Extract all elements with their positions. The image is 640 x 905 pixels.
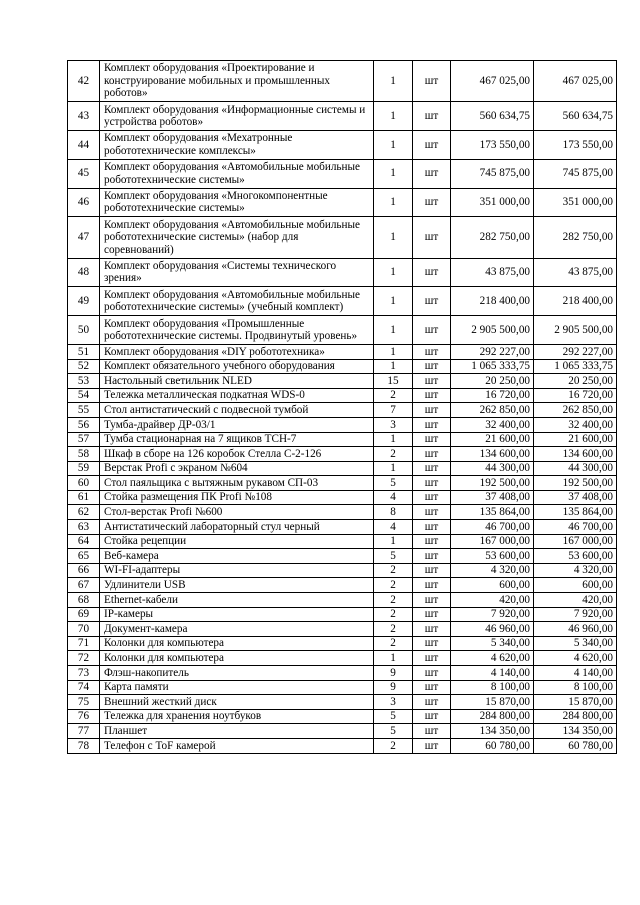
item-total: 5 340,00 (534, 636, 617, 651)
item-total: 135 864,00 (534, 505, 617, 520)
row-number: 78 (68, 738, 100, 753)
item-total: 2 905 500,00 (534, 316, 617, 345)
item-name: Комплект оборудования «Информационные системы и устройства роботов» (100, 102, 374, 131)
row-number: 45 (68, 159, 100, 188)
item-unit: шт (413, 695, 451, 710)
row-number: 62 (68, 505, 100, 520)
item-total: 467 025,00 (534, 61, 617, 102)
item-total: 60 780,00 (534, 738, 617, 753)
row-number: 71 (68, 636, 100, 651)
item-unit: шт (413, 593, 451, 608)
table-row (68, 159, 617, 188)
item-quantity: 15 (374, 374, 413, 389)
item-unit: шт (413, 680, 451, 695)
row-number: 74 (68, 680, 100, 695)
item-unit-price: 20 250,00 (451, 374, 534, 389)
row-number: 47 (68, 217, 100, 258)
item-total: 262 850,00 (534, 403, 617, 418)
item-total: 560 634,75 (534, 102, 617, 131)
row-number: 77 (68, 724, 100, 739)
item-quantity: 1 (374, 316, 413, 345)
item-total: 173 550,00 (534, 130, 617, 159)
item-quantity: 2 (374, 388, 413, 403)
item-quantity: 2 (374, 607, 413, 622)
item-unit-price: 37 408,00 (451, 490, 534, 505)
item-total: 600,00 (534, 578, 617, 593)
item-quantity: 1 (374, 534, 413, 549)
item-name: WI-FI-адаптеры (100, 563, 374, 578)
item-name: Антистатический лабораторный стул черный (100, 520, 374, 535)
table-row (68, 622, 617, 637)
item-quantity: 5 (374, 549, 413, 564)
item-quantity: 9 (374, 666, 413, 681)
item-name: Стол антистатический с подвесной тумбой (100, 403, 374, 418)
item-unit-price: 218 400,00 (451, 287, 534, 316)
item-total: 420,00 (534, 593, 617, 608)
item-total: 745 875,00 (534, 159, 617, 188)
item-unit-price: 60 780,00 (451, 738, 534, 753)
item-unit-price: 134 600,00 (451, 447, 534, 462)
item-total: 44 300,00 (534, 461, 617, 476)
item-unit-price: 600,00 (451, 578, 534, 593)
item-quantity: 1 (374, 287, 413, 316)
item-name: Веб-камера (100, 549, 374, 564)
item-unit-price: 4 620,00 (451, 651, 534, 666)
item-unit-price: 282 750,00 (451, 217, 534, 258)
item-unit-price: 1 065 333,75 (451, 359, 534, 374)
item-name: Флэш-накопитель (100, 666, 374, 681)
item-quantity: 5 (374, 724, 413, 739)
item-unit: шт (413, 476, 451, 491)
item-unit: шт (413, 217, 451, 258)
item-unit-price: 7 920,00 (451, 607, 534, 622)
item-quantity: 2 (374, 563, 413, 578)
item-unit: шт (413, 636, 451, 651)
row-number: 68 (68, 593, 100, 608)
row-number: 65 (68, 549, 100, 564)
item-unit-price: 284 800,00 (451, 709, 534, 724)
item-unit: шт (413, 666, 451, 681)
item-unit: шт (413, 607, 451, 622)
item-unit-price: 351 000,00 (451, 188, 534, 217)
row-number: 64 (68, 534, 100, 549)
item-unit-price: 4 320,00 (451, 563, 534, 578)
item-quantity: 1 (374, 102, 413, 131)
row-number: 69 (68, 607, 100, 622)
table-row (68, 188, 617, 217)
item-total: 32 400,00 (534, 417, 617, 432)
table-row (68, 680, 617, 695)
item-unit: шт (413, 447, 451, 462)
item-total: 4 320,00 (534, 563, 617, 578)
row-number: 50 (68, 316, 100, 345)
item-unit-price: 135 864,00 (451, 505, 534, 520)
item-quantity: 1 (374, 344, 413, 359)
item-quantity: 1 (374, 188, 413, 217)
table-row (68, 287, 617, 316)
item-total: 7 920,00 (534, 607, 617, 622)
item-unit-price: 167 000,00 (451, 534, 534, 549)
item-quantity: 2 (374, 738, 413, 753)
item-name: Тумба стационарная на 7 ящиков ТСН-7 (100, 432, 374, 447)
item-name: Тумба-драйвер ДР-03/1 (100, 417, 374, 432)
item-total: 192 500,00 (534, 476, 617, 491)
item-name: Комплект оборудования «Промышленные робототехнические системы. Продвинутый уровень» (100, 316, 374, 345)
item-quantity: 4 (374, 490, 413, 505)
item-unit: шт (413, 578, 451, 593)
item-name: Комплект оборудования «Проектирование и конструирование мобильных и промышленных роботов» (100, 61, 374, 102)
row-number: 53 (68, 374, 100, 389)
item-total: 284 800,00 (534, 709, 617, 724)
item-unit-price: 745 875,00 (451, 159, 534, 188)
item-quantity: 2 (374, 636, 413, 651)
row-number: 42 (68, 61, 100, 102)
item-total: 167 000,00 (534, 534, 617, 549)
equipment-table (67, 60, 617, 754)
item-total: 282 750,00 (534, 217, 617, 258)
item-total: 134 350,00 (534, 724, 617, 739)
item-name: Стойка размещения ПК Profi №108 (100, 490, 374, 505)
table-row (68, 258, 617, 287)
table-row (68, 549, 617, 564)
item-total: 21 600,00 (534, 432, 617, 447)
item-unit-price: 560 634,75 (451, 102, 534, 131)
item-total: 218 400,00 (534, 287, 617, 316)
item-quantity: 1 (374, 159, 413, 188)
table-row (68, 476, 617, 491)
item-name: Удлинители USB (100, 578, 374, 593)
item-unit-price: 134 350,00 (451, 724, 534, 739)
item-unit: шт (413, 534, 451, 549)
item-unit-price: 16 720,00 (451, 388, 534, 403)
row-number: 46 (68, 188, 100, 217)
item-total: 46 700,00 (534, 520, 617, 535)
item-unit: шт (413, 403, 451, 418)
item-total: 43 875,00 (534, 258, 617, 287)
item-unit: шт (413, 709, 451, 724)
table-row (68, 102, 617, 131)
row-number: 51 (68, 344, 100, 359)
item-unit: шт (413, 359, 451, 374)
table-row (68, 636, 617, 651)
table-row (68, 534, 617, 549)
item-quantity: 3 (374, 695, 413, 710)
item-total: 20 250,00 (534, 374, 617, 389)
item-name: IP-камеры (100, 607, 374, 622)
row-number: 59 (68, 461, 100, 476)
item-name: Комплект оборудования «Автомобильные мобильные робототехнические системы» (набор для соревнований) (100, 217, 374, 258)
item-name: Комплект оборудования «Автомобильные мобильные робототехнические системы» (100, 159, 374, 188)
item-name: Стол-верстак Profi №600 (100, 505, 374, 520)
item-quantity: 5 (374, 476, 413, 491)
table-row (68, 490, 617, 505)
item-unit: шт (413, 724, 451, 739)
item-name: Карта памяти (100, 680, 374, 695)
item-unit: шт (413, 188, 451, 217)
item-name: Комплект оборудования «Системы технического зрения» (100, 258, 374, 287)
item-unit: шт (413, 461, 451, 476)
item-unit-price: 15 870,00 (451, 695, 534, 710)
row-number: 56 (68, 417, 100, 432)
item-total: 351 000,00 (534, 188, 617, 217)
table-row (68, 447, 617, 462)
item-name: Тележка металлическая подкатная WDS-0 (100, 388, 374, 403)
table-row (68, 695, 617, 710)
item-unit: шт (413, 417, 451, 432)
item-name: Стойка рецепции (100, 534, 374, 549)
item-unit-price: 420,00 (451, 593, 534, 608)
item-unit: шт (413, 622, 451, 637)
item-unit: шт (413, 490, 451, 505)
item-total: 4 620,00 (534, 651, 617, 666)
item-name: Документ-камера (100, 622, 374, 637)
item-quantity: 1 (374, 130, 413, 159)
item-quantity: 9 (374, 680, 413, 695)
item-name: Колонки для компьютера (100, 651, 374, 666)
item-name: Планшет (100, 724, 374, 739)
table-row (68, 724, 617, 739)
item-total: 53 600,00 (534, 549, 617, 564)
row-number: 63 (68, 520, 100, 535)
row-number: 44 (68, 130, 100, 159)
table-row (68, 666, 617, 681)
item-quantity: 2 (374, 622, 413, 637)
item-unit-price: 8 100,00 (451, 680, 534, 695)
table-row (68, 344, 617, 359)
table-row (68, 578, 617, 593)
table-row (68, 709, 617, 724)
item-unit-price: 21 600,00 (451, 432, 534, 447)
item-unit-price: 2 905 500,00 (451, 316, 534, 345)
item-unit-price: 4 140,00 (451, 666, 534, 681)
table-row (68, 403, 617, 418)
item-quantity: 2 (374, 593, 413, 608)
item-name: Комплект оборудования «DIY робототехника» (100, 344, 374, 359)
item-name: Телефон с ToF камерой (100, 738, 374, 753)
item-unit-price: 32 400,00 (451, 417, 534, 432)
item-unit: шт (413, 563, 451, 578)
item-unit-price: 5 340,00 (451, 636, 534, 651)
item-quantity: 1 (374, 61, 413, 102)
item-quantity: 2 (374, 578, 413, 593)
item-quantity: 4 (374, 520, 413, 535)
table-row (68, 593, 617, 608)
item-unit-price: 46 700,00 (451, 520, 534, 535)
item-unit: шт (413, 287, 451, 316)
item-unit: шт (413, 432, 451, 447)
item-unit: шт (413, 505, 451, 520)
item-unit: шт (413, 61, 451, 102)
item-quantity: 1 (374, 258, 413, 287)
item-name: Комплект оборудования «Многокомпонентные робототехнические системы» (100, 188, 374, 217)
item-unit: шт (413, 159, 451, 188)
item-unit-price: 262 850,00 (451, 403, 534, 418)
table-row (68, 388, 617, 403)
item-unit: шт (413, 738, 451, 753)
item-total: 4 140,00 (534, 666, 617, 681)
row-number: 54 (68, 388, 100, 403)
item-quantity: 7 (374, 403, 413, 418)
item-quantity: 1 (374, 359, 413, 374)
table-row (68, 432, 617, 447)
table-row (68, 316, 617, 345)
item-unit-price: 53 600,00 (451, 549, 534, 564)
item-unit-price: 192 500,00 (451, 476, 534, 491)
item-unit-price: 292 227,00 (451, 344, 534, 359)
item-quantity: 1 (374, 432, 413, 447)
item-name: Настольный светильник NLED (100, 374, 374, 389)
table-row (68, 738, 617, 753)
row-number: 66 (68, 563, 100, 578)
item-total: 16 720,00 (534, 388, 617, 403)
equipment-table-body (68, 61, 617, 754)
item-unit-price: 46 960,00 (451, 622, 534, 637)
row-number: 67 (68, 578, 100, 593)
item-total: 15 870,00 (534, 695, 617, 710)
item-quantity: 1 (374, 651, 413, 666)
item-name: Тележка для хранения ноутбуков (100, 709, 374, 724)
item-name: Комплект оборудования «Автомобильные мобильные робототехнические системы» (учебный комплект) (100, 287, 374, 316)
item-unit: шт (413, 258, 451, 287)
item-name: Шкаф в сборе на 126 коробок Стелла С-2-126 (100, 447, 374, 462)
item-quantity: 5 (374, 709, 413, 724)
item-total: 1 065 333,75 (534, 359, 617, 374)
item-quantity: 2 (374, 447, 413, 462)
table-row (68, 607, 617, 622)
table-row (68, 563, 617, 578)
item-total: 8 100,00 (534, 680, 617, 695)
item-name: Стол паяльщика с вытяжным рукавом СП-03 (100, 476, 374, 491)
item-quantity: 3 (374, 417, 413, 432)
row-number: 52 (68, 359, 100, 374)
table-row (68, 217, 617, 258)
table-row (68, 374, 617, 389)
item-quantity: 1 (374, 461, 413, 476)
row-number: 55 (68, 403, 100, 418)
row-number: 72 (68, 651, 100, 666)
item-name: Комплект оборудования «Мехатронные робототехнические комплексы» (100, 130, 374, 159)
table-row (68, 461, 617, 476)
item-unit: шт (413, 102, 451, 131)
row-number: 73 (68, 666, 100, 681)
row-number: 76 (68, 709, 100, 724)
table-row (68, 505, 617, 520)
item-total: 37 408,00 (534, 490, 617, 505)
item-quantity: 8 (374, 505, 413, 520)
item-total: 134 600,00 (534, 447, 617, 462)
table-row (68, 520, 617, 535)
item-unit: шт (413, 374, 451, 389)
table-row (68, 359, 617, 374)
item-name: Внешний жесткий диск (100, 695, 374, 710)
row-number: 58 (68, 447, 100, 462)
item-unit: шт (413, 130, 451, 159)
item-name: Верстак Profi с экраном №604 (100, 461, 374, 476)
item-total: 292 227,00 (534, 344, 617, 359)
row-number: 75 (68, 695, 100, 710)
item-quantity: 1 (374, 217, 413, 258)
item-unit-price: 44 300,00 (451, 461, 534, 476)
row-number: 48 (68, 258, 100, 287)
row-number: 57 (68, 432, 100, 447)
item-name: Ethernet-кабели (100, 593, 374, 608)
table-row (68, 417, 617, 432)
row-number: 60 (68, 476, 100, 491)
row-number: 70 (68, 622, 100, 637)
item-unit: шт (413, 388, 451, 403)
item-total: 46 960,00 (534, 622, 617, 637)
item-unit: шт (413, 549, 451, 564)
item-unit: шт (413, 316, 451, 345)
item-unit: шт (413, 651, 451, 666)
item-unit-price: 43 875,00 (451, 258, 534, 287)
item-name: Колонки для компьютера (100, 636, 374, 651)
item-unit: шт (413, 344, 451, 359)
table-row (68, 130, 617, 159)
row-number: 49 (68, 287, 100, 316)
item-unit-price: 173 550,00 (451, 130, 534, 159)
row-number: 43 (68, 102, 100, 131)
item-name: Комплект обязательного учебного оборудования (100, 359, 374, 374)
item-unit: шт (413, 520, 451, 535)
item-unit-price: 467 025,00 (451, 61, 534, 102)
table-row (68, 61, 617, 102)
row-number: 61 (68, 490, 100, 505)
table-row (68, 651, 617, 666)
